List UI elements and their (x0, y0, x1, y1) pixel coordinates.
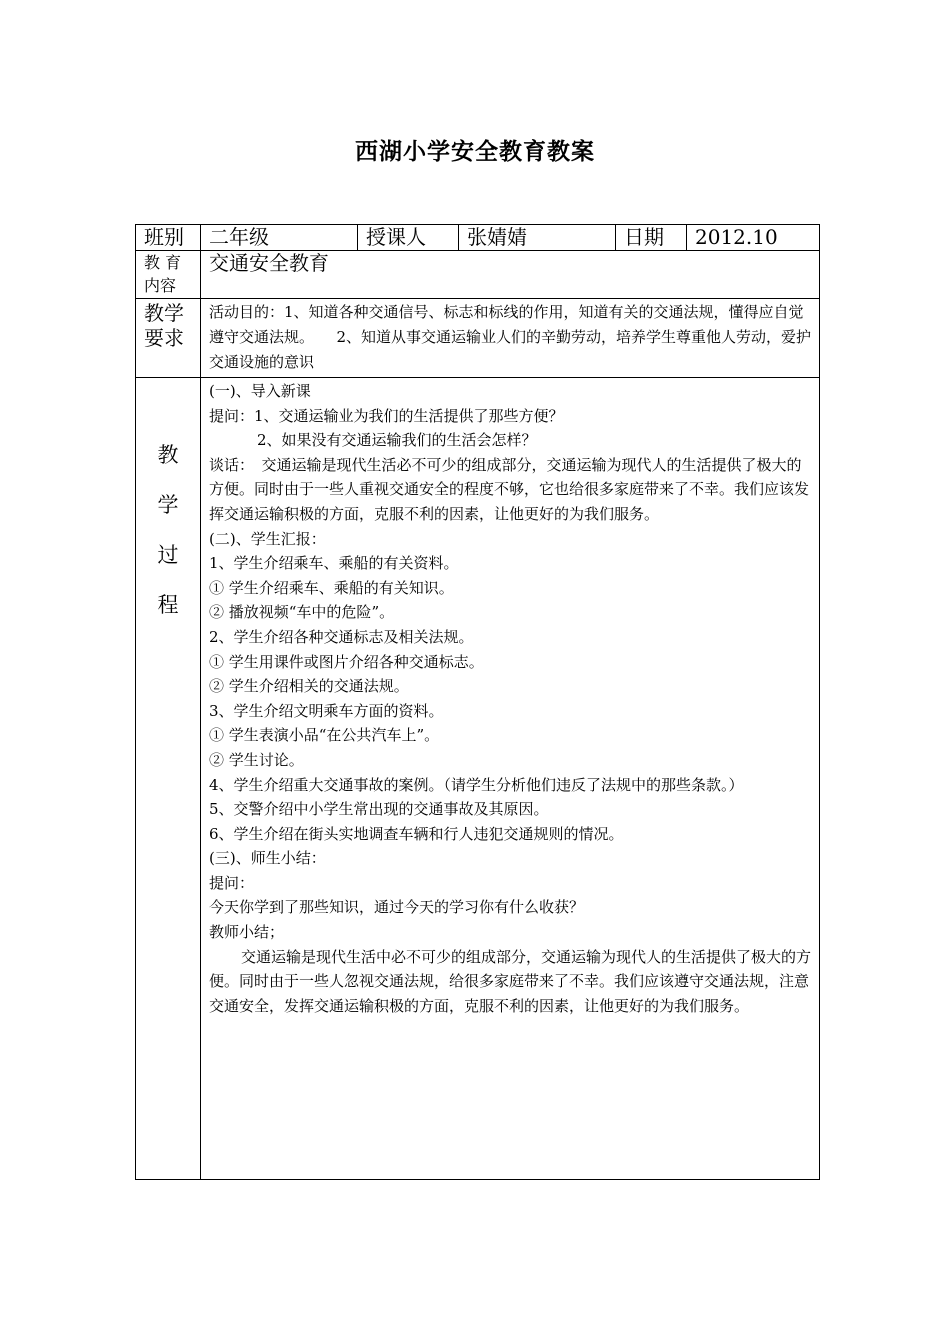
teacher-label: 授课人 (358, 225, 459, 251)
process-label (136, 378, 201, 1180)
process-label-char: 教 (157, 443, 179, 467)
lesson-plan-table (135, 224, 820, 1180)
requirements-row (136, 299, 820, 378)
content-label: 教 育 内容 (136, 251, 201, 299)
process-line: 6、学生介绍在街头实地调查车辆和行人违犯交通规则的情况。 (209, 824, 624, 843)
process-line: 4、学生介绍重大交通事故的案例。（请学生分析他们违反了法规中的那些条款。） (209, 775, 744, 794)
process-line: 5、交警介绍中小学生常出现的交通事故及其原因。 (209, 800, 549, 819)
process-line: ① 学生介绍乘车、乘船的有关知识。 (209, 578, 454, 597)
section-heading: (一)、导入新课 (209, 382, 311, 400)
process-label-char: 学 (157, 493, 179, 517)
process-line: 1、学生介绍乘车、乘船的有关资料。 (209, 554, 459, 573)
process-label-char: 程 (157, 593, 179, 617)
process-line: ② 学生介绍相关的交通法规。 (209, 677, 409, 696)
process-line: 3、学生介绍文明乘车方面的资料。 (209, 701, 444, 720)
process-line: ② 播放视频“车中的危险”。 (209, 603, 395, 622)
process-line: 2、学生介绍各种交通标志及相关法规。 (209, 627, 474, 646)
section-heading: (二)、学生汇报： (209, 529, 326, 548)
requirements-text: 活动目的：1、知道各种交通信号、标志和标线的作用，知道有关的交通法规，懂得应自觉遵守交通法规。 2、知道从事交通运输业人们的辛勤劳动，培养学生尊重他人劳动，爱护交通设施的意识 (201, 299, 820, 378)
date-label: 日期 (616, 225, 687, 251)
class-value: 二年级 (201, 225, 358, 251)
content-value: 交通安全教育 (201, 251, 820, 299)
process-line: 提问：1、交通运输业为我们的生活提供了那些方便？ (209, 406, 564, 425)
requirements-label: 教学要求 (136, 299, 201, 378)
process-paragraph: 交通运输是现代生活中必不可少的组成部分，交通运输为现代人的生活提供了极大的方便。同时由于一些人忽视交通法规，给很多家庭带来了不幸。我们应该遵守交通法规，注意交通安全，发挥交通运输积极的方面，克服不利的因素，让他更好的为我们服务。 (209, 947, 812, 1015)
process-line: 提问： (209, 873, 255, 892)
date-value: 2012.10 (687, 225, 820, 251)
teacher-value: 张婧婧 (459, 225, 616, 251)
process-line: ① 学生表演小品“在公共汽车上”。 (209, 726, 440, 745)
process-line: 教师小结； (209, 923, 285, 942)
document-title: 西湖小学安全教育教案 (355, 139, 595, 165)
process-body (201, 378, 820, 1180)
process-line: 2、如果没有交通运输我们的生活会怎样？ (257, 431, 537, 450)
content-row (136, 251, 820, 299)
class-label: 班别 (136, 225, 201, 251)
header-row (136, 225, 820, 251)
section-heading: (三)、师生小结： (209, 849, 326, 868)
process-line: ① 学生用课件或图片介绍各种交通标志。 (209, 652, 484, 671)
process-row (136, 378, 820, 1180)
process-line: ② 学生讨论。 (209, 750, 304, 769)
process-line: 今天你学到了那些知识，通过今天的学习你有什么收获？ (209, 898, 585, 917)
process-paragraph: 谈话： 交通运输是现代生活必不可少的组成部分，交通运输为现代人的生活提供了极大的方便。同时由于一些人重视交通安全的程度不够，它也给很多家庭带来了不幸。我们应该发挥交通运输积极的方面，克服不利的因素，让他更好的为我们服务。 (209, 455, 810, 523)
process-label-char: 过 (157, 543, 179, 567)
